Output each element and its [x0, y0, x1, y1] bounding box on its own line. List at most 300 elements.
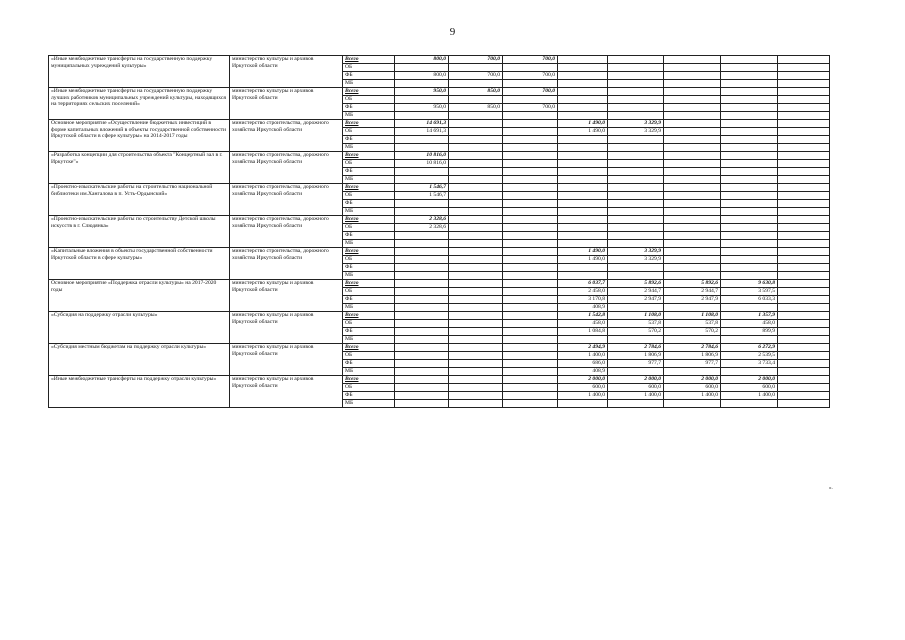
amount-cell [721, 232, 778, 240]
amount-cell: 2 784,6 [664, 344, 721, 352]
amount-cell [664, 96, 721, 104]
amount-cell [503, 296, 558, 304]
amount-cell [449, 376, 503, 384]
amount-cell [664, 184, 721, 192]
amount-cell [395, 144, 449, 152]
amount-cell [503, 248, 558, 256]
amount-cell [778, 208, 830, 216]
amount-cell: 700,0 [503, 104, 558, 112]
amount-cell [395, 80, 449, 88]
amount-cell [503, 368, 558, 376]
amount-cell [558, 152, 608, 160]
amount-cell [395, 392, 449, 400]
table-row [49, 248, 830, 256]
amount-cell [558, 200, 608, 208]
activity-name: «Проектно-изыскательские работы на строительство национальной библиотеки им.Хангалова в п. Усть-Ордынский» [49, 184, 230, 216]
budget-source: ОБ [343, 192, 395, 200]
amount-cell [778, 256, 830, 264]
table-row [49, 184, 830, 192]
amount-cell: 2 000,0 [664, 376, 721, 384]
amount-cell [503, 328, 558, 336]
responsible-executor: министерство культуры и архивов Иркутской области [230, 88, 343, 120]
page-number: 9 [449, 26, 456, 38]
budget-source: ФБ [343, 264, 395, 272]
amount-cell: 1 806,9 [608, 352, 664, 360]
amount-cell: 2 328,6 [395, 224, 449, 232]
amount-cell [449, 320, 503, 328]
amount-cell [608, 264, 664, 272]
amount-cell [778, 272, 830, 280]
amount-cell [503, 120, 558, 128]
amount-cell [778, 216, 830, 224]
amount-cell [558, 64, 608, 72]
amount-cell: 3 329,9 [608, 248, 664, 256]
amount-cell [558, 192, 608, 200]
amount-cell [608, 304, 664, 312]
budget-source: МБ [343, 144, 395, 152]
amount-cell: 2 944,7 [608, 288, 664, 296]
amount-cell [449, 136, 503, 144]
amount-cell: 2 328,6 [395, 216, 449, 224]
budget-source: МБ [343, 272, 395, 280]
amount-cell [608, 96, 664, 104]
responsible-executor: министерство строительства, дорожного хозяйства Иркутской области [230, 120, 343, 152]
budget-source: МБ [343, 304, 395, 312]
amount-cell [395, 328, 449, 336]
amount-cell [778, 288, 830, 296]
amount-cell [503, 176, 558, 184]
amount-cell [664, 88, 721, 96]
amount-cell [664, 256, 721, 264]
amount-cell [503, 384, 558, 392]
amount-cell [778, 152, 830, 160]
amount-cell [778, 312, 830, 320]
amount-cell: 1 400,0 [558, 352, 608, 360]
amount-cell [664, 144, 721, 152]
amount-cell [664, 336, 721, 344]
amount-cell [721, 304, 778, 312]
amount-cell [558, 272, 608, 280]
amount-cell [449, 200, 503, 208]
amount-cell: 9 630,8 [721, 280, 778, 288]
amount-cell [778, 72, 830, 80]
amount-cell [778, 160, 830, 168]
amount-cell [449, 256, 503, 264]
amount-cell [395, 344, 449, 352]
amount-cell [395, 232, 449, 240]
amount-cell: 600,0 [558, 384, 608, 392]
amount-cell: 950,0 [395, 104, 449, 112]
amount-cell: 686,0 [558, 360, 608, 368]
amount-cell [395, 400, 449, 408]
amount-cell [449, 160, 503, 168]
budget-source: ФБ [343, 168, 395, 176]
amount-cell [664, 208, 721, 216]
amount-cell [721, 216, 778, 224]
amount-cell [608, 208, 664, 216]
amount-cell [664, 176, 721, 184]
budget-source: ФБ [343, 232, 395, 240]
amount-cell: 1 400,0 [558, 392, 608, 400]
amount-cell: 458,0 [558, 320, 608, 328]
amount-cell [558, 96, 608, 104]
amount-cell [778, 352, 830, 360]
amount-cell [721, 368, 778, 376]
amount-cell [721, 72, 778, 80]
amount-cell [778, 296, 830, 304]
amount-cell [664, 248, 721, 256]
amount-cell: 408,9 [558, 368, 608, 376]
amount-cell [449, 176, 503, 184]
budget-source: ФБ [343, 328, 395, 336]
amount-cell: 14 691,3 [395, 128, 449, 136]
amount-cell [721, 208, 778, 216]
amount-cell [664, 216, 721, 224]
amount-cell [778, 344, 830, 352]
amount-cell [721, 160, 778, 168]
amount-cell [778, 368, 830, 376]
amount-cell [778, 320, 830, 328]
amount-cell [558, 336, 608, 344]
amount-cell: 1 490,0 [558, 120, 608, 128]
responsible-executor: министерство культуры и архивов Иркутской области [230, 312, 343, 344]
budget-source: ФБ [343, 72, 395, 80]
amount-cell [503, 264, 558, 272]
amount-cell: 1 108,0 [664, 312, 721, 320]
amount-cell [778, 224, 830, 232]
table-row [49, 56, 830, 64]
amount-cell [721, 104, 778, 112]
amount-cell: 600,0 [664, 384, 721, 392]
amount-cell: 1 400,0 [664, 392, 721, 400]
amount-cell [449, 360, 503, 368]
amount-cell [608, 336, 664, 344]
amount-cell [503, 272, 558, 280]
amount-cell [395, 368, 449, 376]
budget-source: ОБ [343, 224, 395, 232]
amount-cell [608, 104, 664, 112]
amount-cell [503, 304, 558, 312]
amount-cell [608, 400, 664, 408]
amount-cell [558, 400, 608, 408]
amount-cell [449, 288, 503, 296]
activity-name: Основное мероприятие «Осуществление бюджетных инвестиций в форме капитальных вложений в объекты государственной собственности Иркутской области в сфере культуры» на 2014-2017 годы [49, 120, 230, 152]
amount-cell [558, 216, 608, 224]
amount-cell [503, 344, 558, 352]
budget-source: ОБ [343, 64, 395, 72]
amount-cell [664, 136, 721, 144]
amount-cell [558, 136, 608, 144]
amount-cell [778, 128, 830, 136]
amount-cell [664, 232, 721, 240]
amount-cell [558, 56, 608, 64]
amount-cell [778, 96, 830, 104]
amount-cell [664, 240, 721, 248]
amount-cell [449, 240, 503, 248]
amount-cell: 977,7 [608, 360, 664, 368]
amount-cell [558, 264, 608, 272]
amount-cell: 800,0 [395, 72, 449, 80]
amount-cell [395, 176, 449, 184]
budget-source: Всего [343, 376, 395, 384]
amount-cell [503, 288, 558, 296]
amount-cell [395, 304, 449, 312]
amount-cell [503, 80, 558, 88]
amount-cell [778, 400, 830, 408]
amount-cell [449, 304, 503, 312]
amount-cell [778, 200, 830, 208]
amount-cell [664, 152, 721, 160]
table-row [49, 152, 830, 160]
budget-source: Всего [343, 312, 395, 320]
amount-cell [608, 136, 664, 144]
amount-cell [608, 272, 664, 280]
responsible-executor: министерство культуры и архивов Иркутской области [230, 344, 343, 376]
amount-cell [503, 240, 558, 248]
amount-cell [778, 240, 830, 248]
amount-cell: 700,0 [503, 56, 558, 64]
amount-cell [664, 224, 721, 232]
amount-cell [558, 184, 608, 192]
amount-cell [449, 248, 503, 256]
amount-cell: 6 272,9 [721, 344, 778, 352]
amount-cell: 10 816,0 [395, 160, 449, 168]
amount-cell [608, 232, 664, 240]
amount-cell [449, 384, 503, 392]
amount-cell: 10 816,0 [395, 152, 449, 160]
amount-cell [558, 72, 608, 80]
amount-cell: 700,0 [503, 88, 558, 96]
activity-name: «Иные межбюджетные трансферты на государственную поддержку муниципальных учреждений культуры» [49, 56, 230, 88]
budget-source: МБ [343, 112, 395, 120]
amount-cell: 950,0 [395, 88, 449, 96]
budget-source: МБ [343, 176, 395, 184]
amount-cell [778, 192, 830, 200]
budget-source: ФБ [343, 360, 395, 368]
budget-source: МБ [343, 208, 395, 216]
amount-cell [503, 184, 558, 192]
amount-cell: 700,0 [449, 56, 503, 64]
amount-cell: 1 490,0 [558, 248, 608, 256]
amount-cell [778, 80, 830, 88]
amount-cell [664, 160, 721, 168]
amount-cell [608, 240, 664, 248]
amount-cell [503, 320, 558, 328]
budget-source: ОБ [343, 384, 395, 392]
amount-cell: 3 329,9 [608, 256, 664, 264]
amount-cell: 1 400,0 [721, 392, 778, 400]
amount-cell: 6 033,3 [721, 296, 778, 304]
amount-cell [503, 152, 558, 160]
amount-cell: 6 037,7 [558, 280, 608, 288]
amount-cell [395, 336, 449, 344]
amount-cell [449, 272, 503, 280]
amount-cell [721, 168, 778, 176]
activity-name: «Проектно-изыскательские работы по строительству Детской школы искусств в г. Слюдянка» [49, 216, 230, 248]
amount-cell [778, 88, 830, 96]
amount-cell: 1 108,0 [608, 312, 664, 320]
amount-cell: 570,2 [608, 328, 664, 336]
amount-cell [664, 56, 721, 64]
amount-cell [503, 168, 558, 176]
amount-cell: 3 329,9 [608, 128, 664, 136]
amount-cell: 899,9 [721, 328, 778, 336]
amount-cell [778, 384, 830, 392]
amount-cell [395, 352, 449, 360]
amount-cell: 1 084,8 [558, 328, 608, 336]
responsible-executor: министерство строительства, дорожного хозяйства Иркутской области [230, 248, 343, 280]
budget-source: Всего [343, 248, 395, 256]
amount-cell [721, 184, 778, 192]
amount-cell [395, 376, 449, 384]
budget-source: МБ [343, 240, 395, 248]
amount-cell [558, 168, 608, 176]
amount-cell [449, 184, 503, 192]
amount-cell [608, 216, 664, 224]
budget-source: ФБ [343, 296, 395, 304]
amount-cell [664, 128, 721, 136]
amount-cell [778, 376, 830, 384]
amount-cell [449, 328, 503, 336]
amount-cell: 2 947,9 [608, 296, 664, 304]
amount-cell [664, 200, 721, 208]
table-row [49, 312, 830, 320]
amount-cell [395, 296, 449, 304]
responsible-executor: министерство строительства, дорожного хозяйства Иркутской области [230, 184, 343, 216]
amount-cell [608, 72, 664, 80]
amount-cell [395, 288, 449, 296]
responsible-executor: министерство культуры и архивов Иркутской области [230, 56, 343, 88]
amount-cell [778, 248, 830, 256]
amount-cell [778, 176, 830, 184]
amount-cell [664, 72, 721, 80]
amount-cell [608, 224, 664, 232]
amount-cell [395, 384, 449, 392]
activity-name: «Субсидия на поддержку отрасли культуры» [49, 312, 230, 344]
amount-cell [778, 136, 830, 144]
amount-cell [558, 224, 608, 232]
amount-cell [721, 64, 778, 72]
amount-cell: 1 490,0 [558, 128, 608, 136]
activity-name: «Субсидия местным бюджетам на поддержку отрасли культуры» [49, 344, 230, 376]
amount-cell [449, 216, 503, 224]
amount-cell [778, 280, 830, 288]
budget-source: Всего [343, 280, 395, 288]
amount-cell: 2 494,9 [558, 344, 608, 352]
amount-cell [395, 272, 449, 280]
amount-cell: 700,0 [449, 72, 503, 80]
amount-cell [395, 64, 449, 72]
amount-cell: 3 329,9 [608, 120, 664, 128]
amount-cell [558, 80, 608, 88]
amount-cell: 1 400,0 [608, 392, 664, 400]
amount-cell [778, 328, 830, 336]
amount-cell [395, 240, 449, 248]
amount-cell: 977,7 [664, 360, 721, 368]
budget-source: Всего [343, 120, 395, 128]
amount-cell [608, 56, 664, 64]
activity-name: Основное мероприятие «Поддержка отрасли культуры» на 2017-2020 годы [49, 280, 230, 312]
amount-cell [664, 304, 721, 312]
amount-cell [503, 112, 558, 120]
amount-cell [503, 352, 558, 360]
amount-cell: 3 170,8 [558, 296, 608, 304]
amount-cell [664, 192, 721, 200]
amount-cell [395, 96, 449, 104]
amount-cell: 1 546,7 [395, 184, 449, 192]
amount-cell: 408,9 [558, 304, 608, 312]
amount-cell [721, 336, 778, 344]
budget-source: Всего [343, 56, 395, 64]
amount-cell [503, 192, 558, 200]
budget-source: Всего [343, 88, 395, 96]
amount-cell [608, 368, 664, 376]
budget-source: ФБ [343, 200, 395, 208]
amount-cell [503, 216, 558, 224]
amount-cell [395, 360, 449, 368]
amount-cell [778, 336, 830, 344]
amount-cell [449, 144, 503, 152]
amount-cell [503, 376, 558, 384]
amount-cell [449, 336, 503, 344]
amount-cell [664, 272, 721, 280]
amount-cell [721, 256, 778, 264]
amount-cell [778, 64, 830, 72]
amount-cell [449, 192, 503, 200]
amount-cell [721, 200, 778, 208]
amount-cell [721, 240, 778, 248]
amount-cell [778, 120, 830, 128]
amount-cell: 2 000,0 [721, 376, 778, 384]
amount-cell [608, 160, 664, 168]
budget-source: ФБ [343, 136, 395, 144]
activity-name: «Иные межбюджетные трансферты на поддержку отрасли культуры» [49, 376, 230, 408]
responsible-executor: министерство культуры и архивов Иркутской области [230, 280, 343, 312]
amount-cell [449, 64, 503, 72]
amount-cell: 2 784,6 [608, 344, 664, 352]
amount-cell: 458,0 [721, 320, 778, 328]
amount-cell [778, 232, 830, 240]
amount-cell [395, 112, 449, 120]
amount-cell: 3 597,5 [721, 288, 778, 296]
amount-cell [664, 168, 721, 176]
amount-cell: 537,8 [664, 320, 721, 328]
amount-cell: 850,0 [449, 88, 503, 96]
amount-cell [503, 400, 558, 408]
amount-cell [503, 336, 558, 344]
amount-cell [503, 280, 558, 288]
amount-cell [721, 152, 778, 160]
amount-cell [664, 400, 721, 408]
amount-cell [664, 80, 721, 88]
amount-cell: 2 947,9 [664, 296, 721, 304]
amount-cell [664, 264, 721, 272]
budget-source: Всего [343, 216, 395, 224]
amount-cell [608, 88, 664, 96]
amount-cell: 2 000,0 [608, 376, 664, 384]
activity-name: «Разработка концепции для строительства объекта "Концертный зал в г. Иркутске"» [49, 152, 230, 184]
budget-source: МБ [343, 400, 395, 408]
amount-cell [664, 120, 721, 128]
amount-cell [395, 312, 449, 320]
amount-cell [664, 104, 721, 112]
amount-cell [558, 240, 608, 248]
amount-cell [449, 80, 503, 88]
amount-cell: 537,8 [608, 320, 664, 328]
amount-cell [608, 144, 664, 152]
amount-cell [721, 96, 778, 104]
amount-cell [778, 184, 830, 192]
